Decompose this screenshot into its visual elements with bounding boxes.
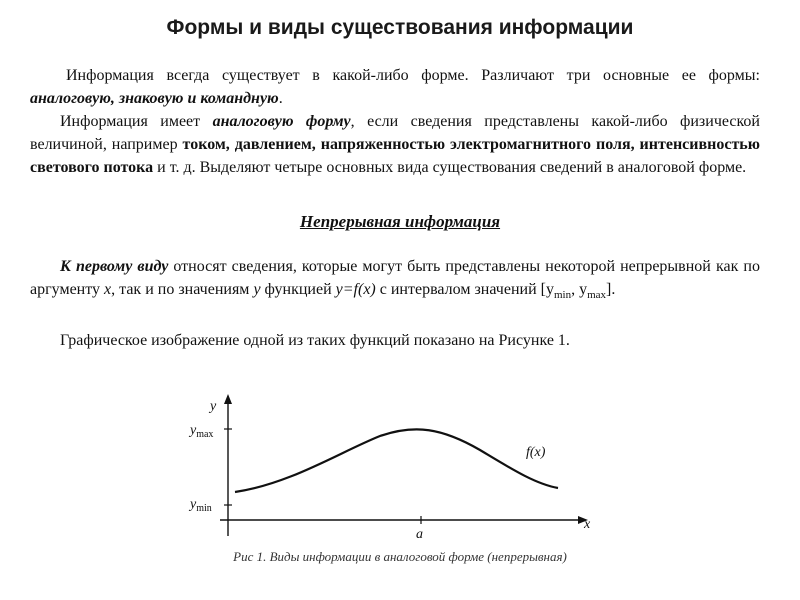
- p3-t5: , y: [571, 281, 588, 298]
- ymax-label-y: y: [190, 423, 197, 438]
- y-axis-arrow: [224, 394, 232, 404]
- p2-quantities: током, давлением, напряженностью электромагнитного поля, интенсивностью светового потока: [30, 136, 760, 176]
- p3-y: y: [253, 281, 261, 298]
- ymin-label-sub: min: [196, 503, 212, 514]
- ymin-label-y: y: [190, 497, 197, 512]
- a-label: a: [416, 527, 423, 542]
- p2-t2: , если сведения представлены какой-либо физической величиной, например: [30, 113, 760, 153]
- function-graph: [180, 392, 600, 542]
- paragraph-analog-form: [30, 110, 760, 179]
- paragraph-forms: [30, 64, 760, 110]
- p1-end: .: [278, 90, 283, 107]
- p3-sub-min: min: [553, 289, 572, 302]
- p2-analog-term: аналоговую форму: [212, 113, 351, 130]
- ymax-label: [188, 423, 213, 440]
- subheading-continuous: Непрерывная информация: [299, 212, 501, 231]
- p1-text: Информация всегда существует в какой-либо форме. Различают три основные ее формы:: [66, 67, 760, 84]
- curve-label: f(x): [526, 445, 546, 460]
- page-title: Формы и виды существования информации: [166, 16, 634, 39]
- x-axis-label: x: [584, 517, 591, 532]
- p2-t1: Информация имеет: [60, 113, 213, 130]
- p3-t4: с интервалом значений [y: [375, 281, 554, 298]
- p3-t1: относят сведения, которые могут быть представлены некоторой непрерывной как по аргументу: [30, 258, 760, 298]
- p2-t3: и т. д. Выделяют четыре основных вида существования сведений в аналоговой форме.: [153, 159, 747, 176]
- paragraph-first-kind: [30, 255, 760, 307]
- ymin-label: [188, 497, 212, 514]
- p3-x: x: [104, 281, 112, 298]
- p1-forms-list: аналоговую, знаковую и командную: [30, 90, 279, 107]
- p3-sub-max: max: [587, 289, 607, 302]
- ymax-label-sub: max: [196, 429, 214, 440]
- p3-t6: ].: [606, 281, 616, 298]
- function-curve: [235, 429, 558, 492]
- p3-first-kind: К первому виду: [60, 258, 169, 275]
- p3-t3: функцией: [260, 281, 336, 298]
- paragraph-figure-ref: Графическое изображение одной из таких функций показано на Рисунке 1.: [60, 332, 570, 349]
- p3-t2: , так и по значениям: [111, 281, 254, 298]
- y-axis-label: y: [210, 399, 217, 414]
- figure-caption: Рис 1. Виды информации в аналоговой форме (непрерывная): [233, 549, 567, 564]
- p3-function: y=f(x): [335, 281, 376, 298]
